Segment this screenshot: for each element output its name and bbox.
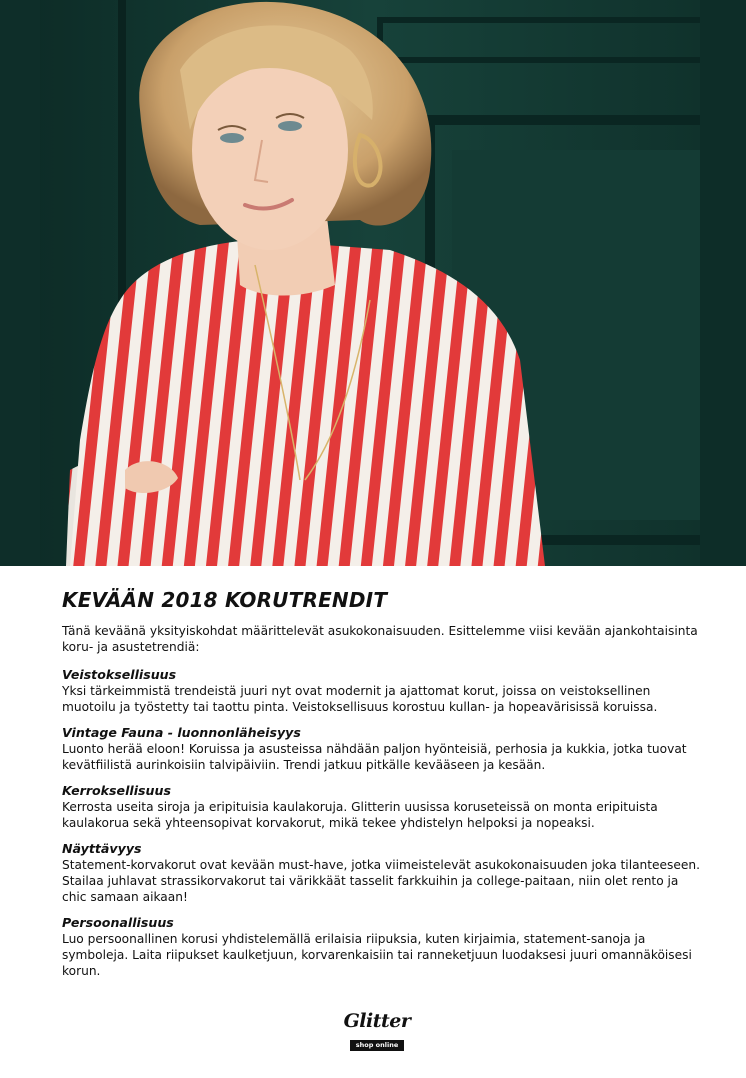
article-title: KEVÄÄN 2018 KORUTRENDIT — [62, 588, 388, 612]
trend-section — [62, 783, 702, 831]
logo-tagline: shop online — [350, 1040, 404, 1051]
trend-section — [62, 915, 702, 979]
article-intro: Tänä keväänä yksityiskohdat määrittelevät asukokonaisuuden. Esittelemme viisi kevään ajankohtaisinta koru- ja asustetrendiä: — [62, 624, 698, 654]
trend-heading: Veistoksellisuus — [62, 667, 177, 682]
trend-text: Yksi tärkeimmistä trendeistä juuri nyt ovat modernit ja ajattomat korut, joissa on veistoksellinen muotoilu ja työstetty tai taottu pinta. Veistoksellisuus korostuu kullan- ja hopeavärisissä koruissa. — [62, 684, 658, 714]
glitter-logo — [338, 1010, 416, 1049]
trend-heading: Kerroksellisuus — [62, 783, 171, 798]
trend-text: Luo persoonallinen korusi yhdistelemällä erilaisia riipuksia, kuten kirjaimia, statement-sanoja ja symboleja. Laita riipukset kaulketjuun, korvarenkaisiin tai ranneketjuun luodaksesi juuri omannäköisesi korun. — [62, 932, 692, 978]
trend-heading: Vintage Fauna - luonnonläheisyys — [62, 725, 301, 740]
article — [62, 588, 702, 989]
logo-wordmark: Glitter — [343, 1010, 411, 1032]
trend-heading: Näyttävyys — [62, 841, 142, 856]
trend-text: Kerrosta useita siroja ja eripituisia kaulakoruja. Glitterin uusissa koruseteissä on monta eripituista kaulakorua sekä yhteensopivat korvakorut, mikä tekee yhdistelyn helpoksi ja nopeaksi. — [62, 800, 658, 830]
trend-heading: Persoonallisuus — [62, 915, 174, 930]
trend-text: Statement-korvakorut ovat kevään must-have, jotka viimeistelevät asukokonaisuuden joka tilanteeseen. Stailaa juhlavat strassikorvakorut tai värikkäät tasselit farkkuihin ja college-paitaan, niin olet rento ja chic samaan aikaan! — [62, 858, 700, 904]
trend-section — [62, 667, 702, 715]
trend-section — [62, 725, 702, 773]
trend-section — [62, 841, 702, 905]
trend-text: Luonto herää eloon! Koruissa ja asusteissa nähdään paljon hyönteisiä, perhosia ja kukkia, jotka tuovat kevätfiilistä aurinkoisiin talvipäiviin. Trendi jatkuu pitkälle kevääseen ja kesään. — [62, 742, 687, 772]
